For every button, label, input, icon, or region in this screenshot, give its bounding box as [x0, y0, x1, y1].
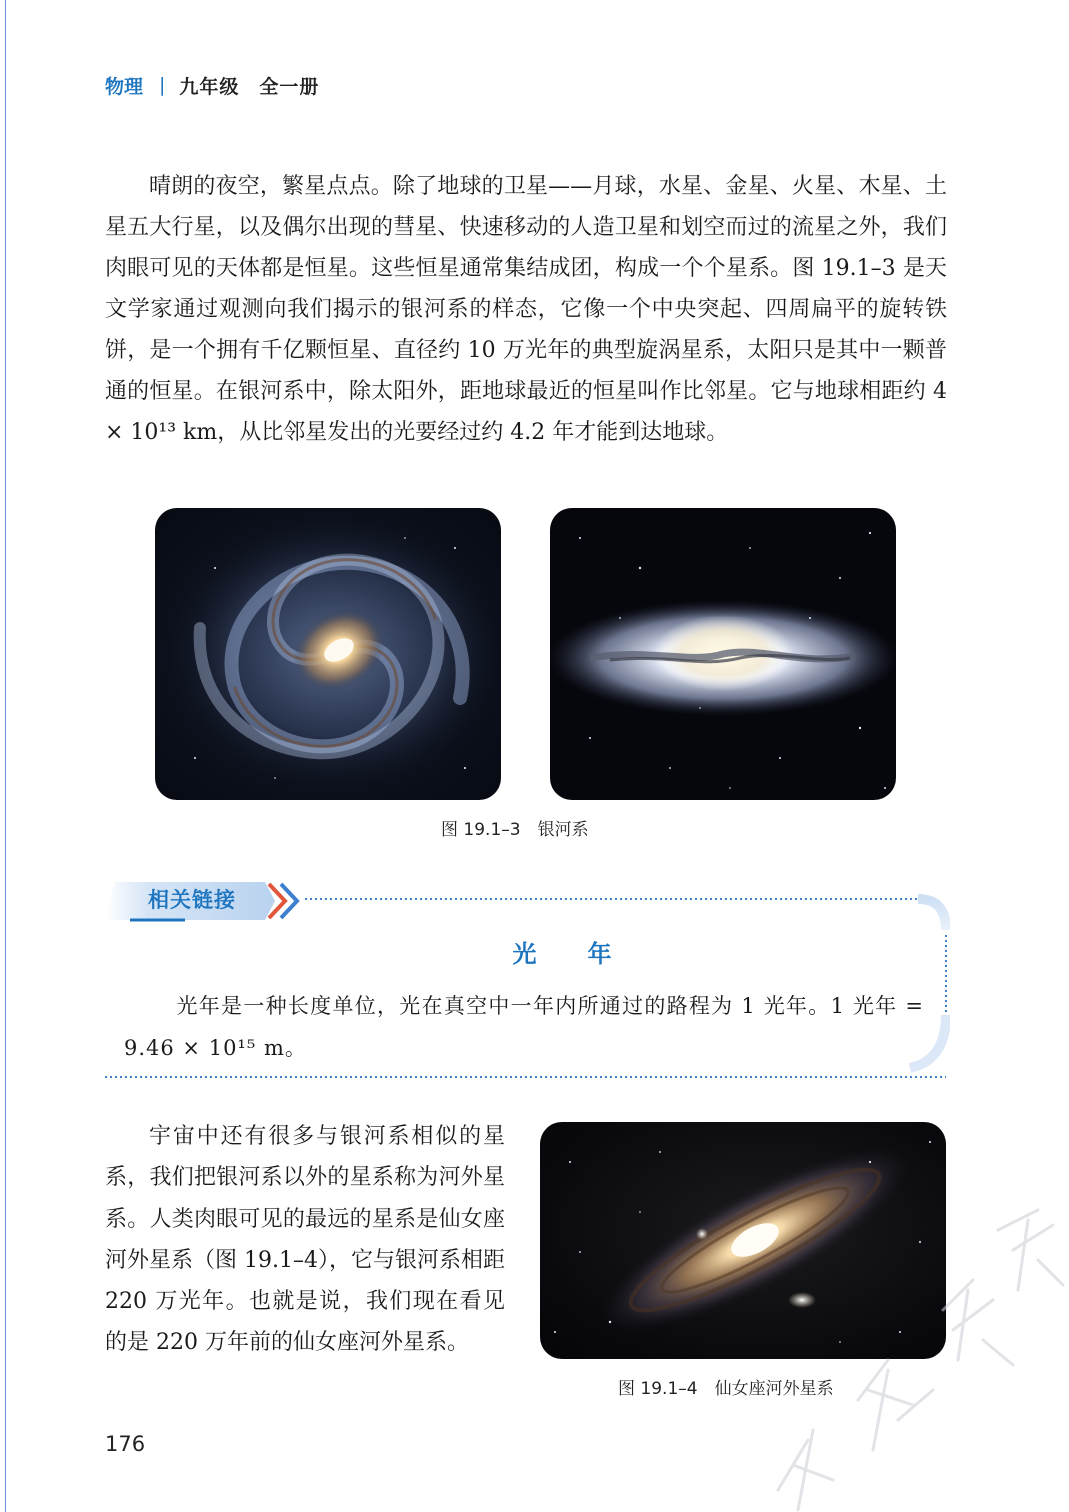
milky-way-top-view-image — [155, 508, 501, 800]
milky-way-edge-on-image — [550, 508, 896, 800]
header-separator: | — [159, 74, 166, 96]
paragraph-milky-way: 晴朗的夜空，繁星点点。除了地球的卫星——月球，水星、金星、火星、木星、土星五大行星，以及偶尔出现的彗星、快速移动的人造卫星和划空而过的流星之外，我们肉眼可见的天体都是恒星。这些恒星通常集结成团，构成一个个星系。图 19.1–3 是天文学家通过观测向我们揭示的银河系的样态，它像一个中央突起、四周扁平的旋转铁饼，是一个拥有千亿颗恒星、直径约 10 万光年的典型旋涡星系，太阳只是其中一颗普通的恒星。在银河系中，除太阳外，距地球最近的恒星叫作比邻星。它与地球相距约 4 × 10¹³ km，从比邻星发出的光要经过约 4.2 年才能到达地球。 — [105, 174, 947, 445]
paragraph-andromeda: 宇宙中还有很多与银河系相似的星系，我们把银河系以外的星系称为河外星系。人类肉眼可见的最远的星系是仙女座河外星系（图 19.1–4），它与银河系相距 220 万光年。也就是说，我们现在看见的是 220 万年前的仙女座河外星系。 — [105, 1124, 505, 1356]
figure-caption-andromeda: 图 19.1–4 仙女座河外星系 — [618, 1379, 834, 1399]
andromeda-galaxy-image — [540, 1122, 946, 1359]
page-header — [105, 70, 319, 100]
related-link-tab-label: 相关链接 — [148, 888, 236, 912]
related-link-title: 光 年 — [512, 940, 613, 968]
figure-caption-milky-way: 图 19.1–3 银河系 — [441, 820, 589, 840]
related-link-text: 光年是一种长度单位，光在真空中一年内所通过的路程为 1 光年。1 光年 = 9.46 × 10¹⁵ m。 — [124, 994, 924, 1060]
page-edge-line — [5, 0, 6, 1512]
page-number: 176 — [105, 1432, 146, 1456]
header-subject: 物理 — [105, 75, 144, 98]
header-book-title: 九年级 全一册 — [179, 75, 320, 98]
